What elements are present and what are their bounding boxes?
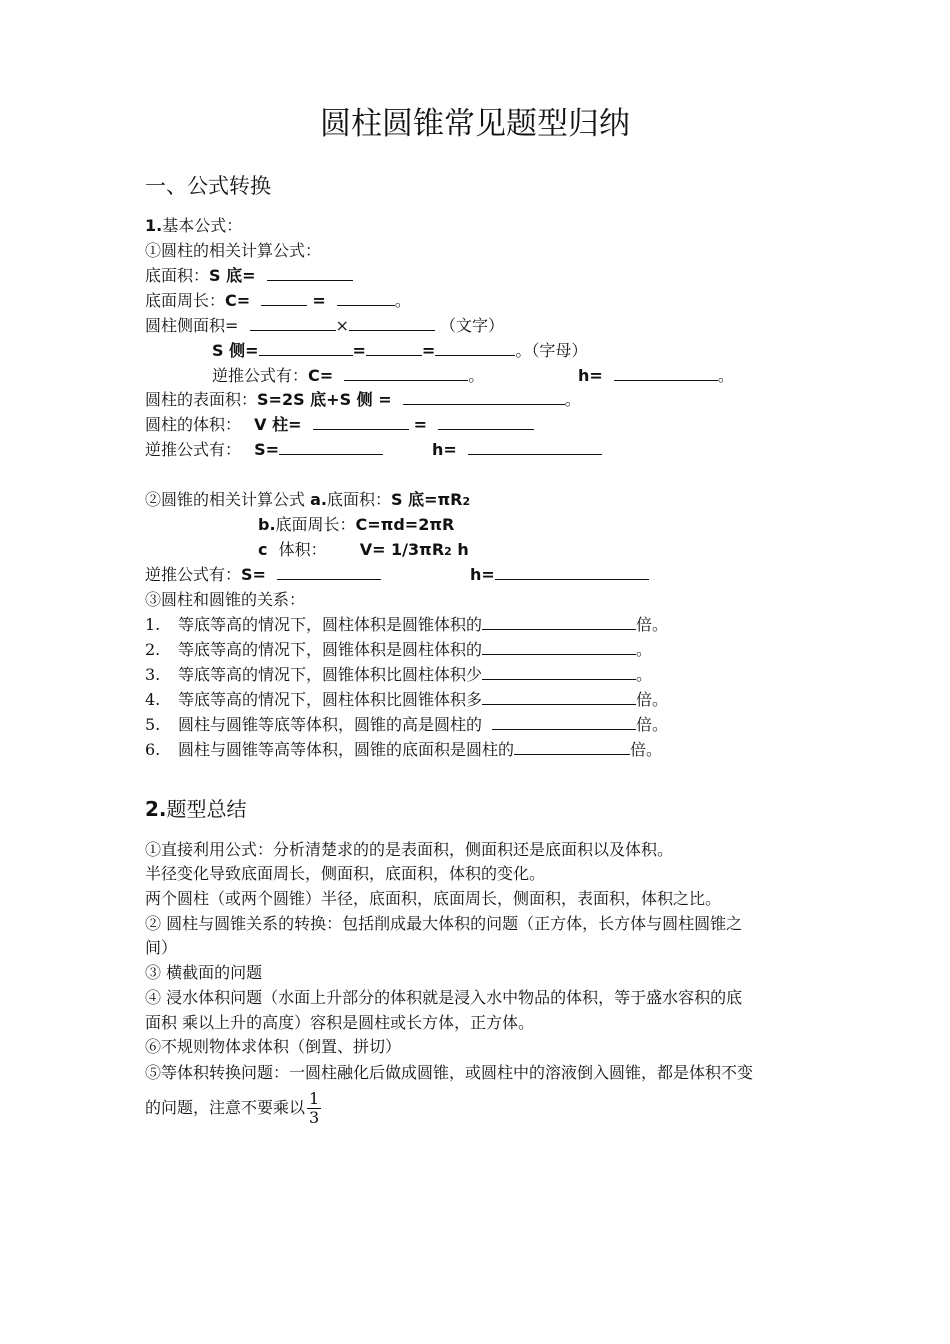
cone-formula-heading: ②圆锥的相关计算公式 [145, 490, 306, 509]
inverse-formula-line-1 [212, 365, 484, 387]
inverse-h-line-2 [432, 439, 602, 461]
section-heading-formula: 一、公式转换 [145, 174, 271, 198]
summary-line: 间） [145, 938, 178, 957]
list-item [145, 639, 652, 661]
cone-c-formula-h: h [451, 540, 469, 559]
basic-formula-heading [145, 215, 242, 237]
list-item-text: 等底等高的情况下，圆锥体积是圆柱体积的 [178, 640, 483, 659]
volume-blank-1[interactable] [313, 414, 409, 430]
list-item-suffix: 倍。 [636, 715, 669, 734]
s-equals: S= [241, 565, 266, 584]
inverse-formula-line-2 [145, 439, 383, 461]
cone-a-marker: a. [310, 490, 327, 509]
cone-a-label: 底面积： [326, 490, 391, 509]
times-sign: × [335, 316, 349, 335]
lateral-area-blank-2[interactable] [349, 315, 435, 331]
list-item-blank[interactable] [482, 689, 636, 705]
base-area-line [145, 265, 353, 287]
s-equals: S= [254, 440, 280, 459]
volume-line [145, 414, 534, 436]
list-item-blank[interactable] [514, 739, 630, 755]
base-area-blank[interactable] [267, 265, 353, 281]
h-equals: h= [578, 366, 603, 385]
list-item-suffix: 。 [636, 665, 653, 684]
list-item-number: 6. [145, 740, 161, 759]
lateral-area-label: 圆柱侧面积= [145, 316, 239, 335]
basic-label: 基本公式： [162, 216, 243, 235]
summary-title: 题型总结 [166, 797, 247, 821]
cone-b-formula: C=πd=2πR [355, 515, 455, 534]
base-area-formula: S 底= [209, 266, 256, 285]
circumference-line [145, 290, 411, 312]
cone-inverse-h-line [470, 564, 649, 586]
list-item-blank[interactable] [492, 714, 636, 730]
circumference-formula: C= [225, 291, 251, 310]
cone-b-label: 底面周长： [275, 515, 356, 534]
cone-c-marker: c [258, 540, 268, 559]
fraction-denominator: 3 [309, 1108, 320, 1127]
period: 。 [564, 390, 581, 409]
list-item [145, 689, 668, 711]
inverse-s-blank[interactable] [279, 439, 383, 455]
list-item-number: 5. [145, 715, 161, 734]
summary-number: 2. [145, 797, 167, 821]
s-side-formula: S 侧= [212, 341, 259, 360]
h-equals: h= [470, 565, 495, 584]
basic-number: 1. [145, 216, 163, 235]
one-third-fraction [307, 1090, 321, 1127]
summary-line: 面积 乘以上升的高度）容积是圆柱或长方体，正方体。 [145, 1013, 535, 1032]
list-item-text: 圆柱与圆锥等底等体积，圆锥的高是圆柱的 [178, 715, 483, 734]
summary-line: ①直接利用公式：分析清楚求的的是表面积，侧面积还是底面积以及体积。 [145, 840, 674, 859]
equals-sign: = [312, 291, 326, 310]
cone-formula-line-b [258, 514, 454, 536]
list-item-text: 圆柱与圆锥等高等体积，圆锥的底面积是圆柱的 [178, 740, 515, 759]
inverse-label: 逆推公式有： [212, 366, 309, 385]
cone-b-marker: b. [258, 515, 276, 534]
list-item-text: 等底等高的情况下，圆锥体积比圆柱体积少 [178, 665, 483, 684]
summary-last-line [145, 1090, 321, 1127]
s-side-blank-3[interactable] [435, 340, 515, 356]
list-item-suffix: 倍。 [630, 740, 663, 759]
summary-last-text: 的问题，注意不要乘以 [145, 1098, 306, 1117]
c-equals: C= [308, 366, 334, 385]
list-item [145, 714, 668, 736]
list-item [145, 614, 668, 636]
list-item-text: 等底等高的情况下，圆柱体积比圆锥体积多 [178, 690, 483, 709]
list-item-blank[interactable] [482, 614, 636, 630]
list-item [145, 664, 652, 686]
volume-formula: V 柱= [254, 415, 302, 434]
lateral-area-line [145, 315, 504, 337]
cone-formula-line-a [145, 489, 470, 513]
cone-inverse-h-blank[interactable] [495, 564, 649, 580]
inverse-label-2: 逆推公式有： [145, 440, 242, 459]
summary-line: 半径变化导致底面周长，侧面积，底面积，体积的变化。 [145, 864, 546, 883]
summary-line: ④ 浸水体积问题（水面上升部分的体积就是浸入水中物品的体积，等于盛水容积的底 [145, 988, 743, 1007]
summary-line: ⑥不规则物体求体积（倒置、拼切） [145, 1037, 402, 1056]
cylinder-formula-heading: ①圆柱的相关计算公式： [145, 241, 322, 260]
list-item-suffix: 倍。 [636, 690, 669, 709]
equals-sign: = [421, 341, 436, 360]
text-note: （文字） [440, 316, 505, 335]
equals-sign: = [352, 341, 366, 360]
list-item [145, 739, 662, 761]
list-item-blank[interactable] [482, 664, 636, 680]
s-side-blank-1[interactable] [259, 340, 353, 356]
cone-inverse-line [145, 564, 381, 586]
section-heading-summary [145, 795, 247, 823]
squared-exponent: 2 [444, 545, 452, 558]
circumference-label: 底面周长： [145, 291, 226, 310]
cone-inverse-label: 逆推公式有： [145, 565, 242, 584]
list-item-suffix: 倍。 [636, 615, 669, 634]
list-item-number: 1. [145, 615, 161, 634]
surface-area-blank[interactable] [403, 389, 565, 405]
inverse-h-line-1 [578, 365, 734, 387]
page-title: 圆柱圆锥常见题型归纳 [320, 106, 630, 142]
list-item-number: 2. [145, 640, 161, 659]
letter-note: 。（字母） [515, 341, 588, 360]
list-item-number: 3. [145, 665, 161, 684]
cone-c-label: 体积： [278, 540, 327, 559]
list-item-suffix: 。 [636, 640, 653, 659]
surface-area-formula: S=2S 底+S 侧 = [257, 390, 392, 409]
inverse-h-blank-2[interactable] [468, 439, 602, 455]
fraction-numerator: 1 [309, 1089, 320, 1108]
cone-inverse-s-blank[interactable] [277, 564, 381, 580]
surface-area-label: 圆柱的表面积： [145, 390, 258, 409]
relation-heading: ③圆柱和圆锥的关系： [145, 590, 306, 609]
cone-a-formula: S 底=πR [391, 490, 463, 509]
volume-blank-2[interactable] [438, 414, 534, 430]
inverse-c-blank[interactable] [344, 365, 468, 381]
squared-exponent: 2 [462, 495, 471, 508]
circumference-blank-1[interactable] [261, 290, 307, 306]
base-area-label: 底面积： [145, 266, 210, 285]
cone-formula-line-c [258, 539, 469, 563]
list-item-blank[interactable] [482, 639, 636, 655]
circumference-blank-2[interactable] [337, 290, 395, 306]
period: 。 [394, 291, 411, 310]
lateral-letter-line [212, 340, 587, 362]
h-equals: h= [432, 440, 457, 459]
volume-label: 圆柱的体积： [145, 415, 242, 434]
summary-line: ② 圆柱与圆锥关系的转换：包括削成最大体积的问题（正方体，长方体与圆柱圆锥之 [145, 914, 743, 933]
s-side-blank-2[interactable] [366, 340, 422, 356]
period: 。 [717, 366, 734, 385]
summary-line: ③ 横截面的问题 [145, 963, 263, 982]
list-item-number: 4. [145, 690, 161, 709]
period: 。 [468, 366, 485, 385]
inverse-h-blank-1[interactable] [614, 365, 718, 381]
equals-sign: = [413, 415, 428, 434]
list-item-text: 等底等高的情况下，圆柱体积是圆锥体积的 [178, 615, 483, 634]
summary-line: 两个圆柱（或两个圆锥）半径，底面积，底面周长，侧面积，表面积，体积之比。 [145, 889, 722, 908]
summary-line: ⑤等体积转换问题：一圆柱融化后做成圆锥，或圆柱中的溶液倒入圆锥，都是体积不变 [145, 1063, 754, 1082]
cone-c-formula: V= 1/3πR [359, 540, 445, 559]
surface-area-line [145, 389, 581, 411]
lateral-area-blank-1[interactable] [250, 315, 336, 331]
